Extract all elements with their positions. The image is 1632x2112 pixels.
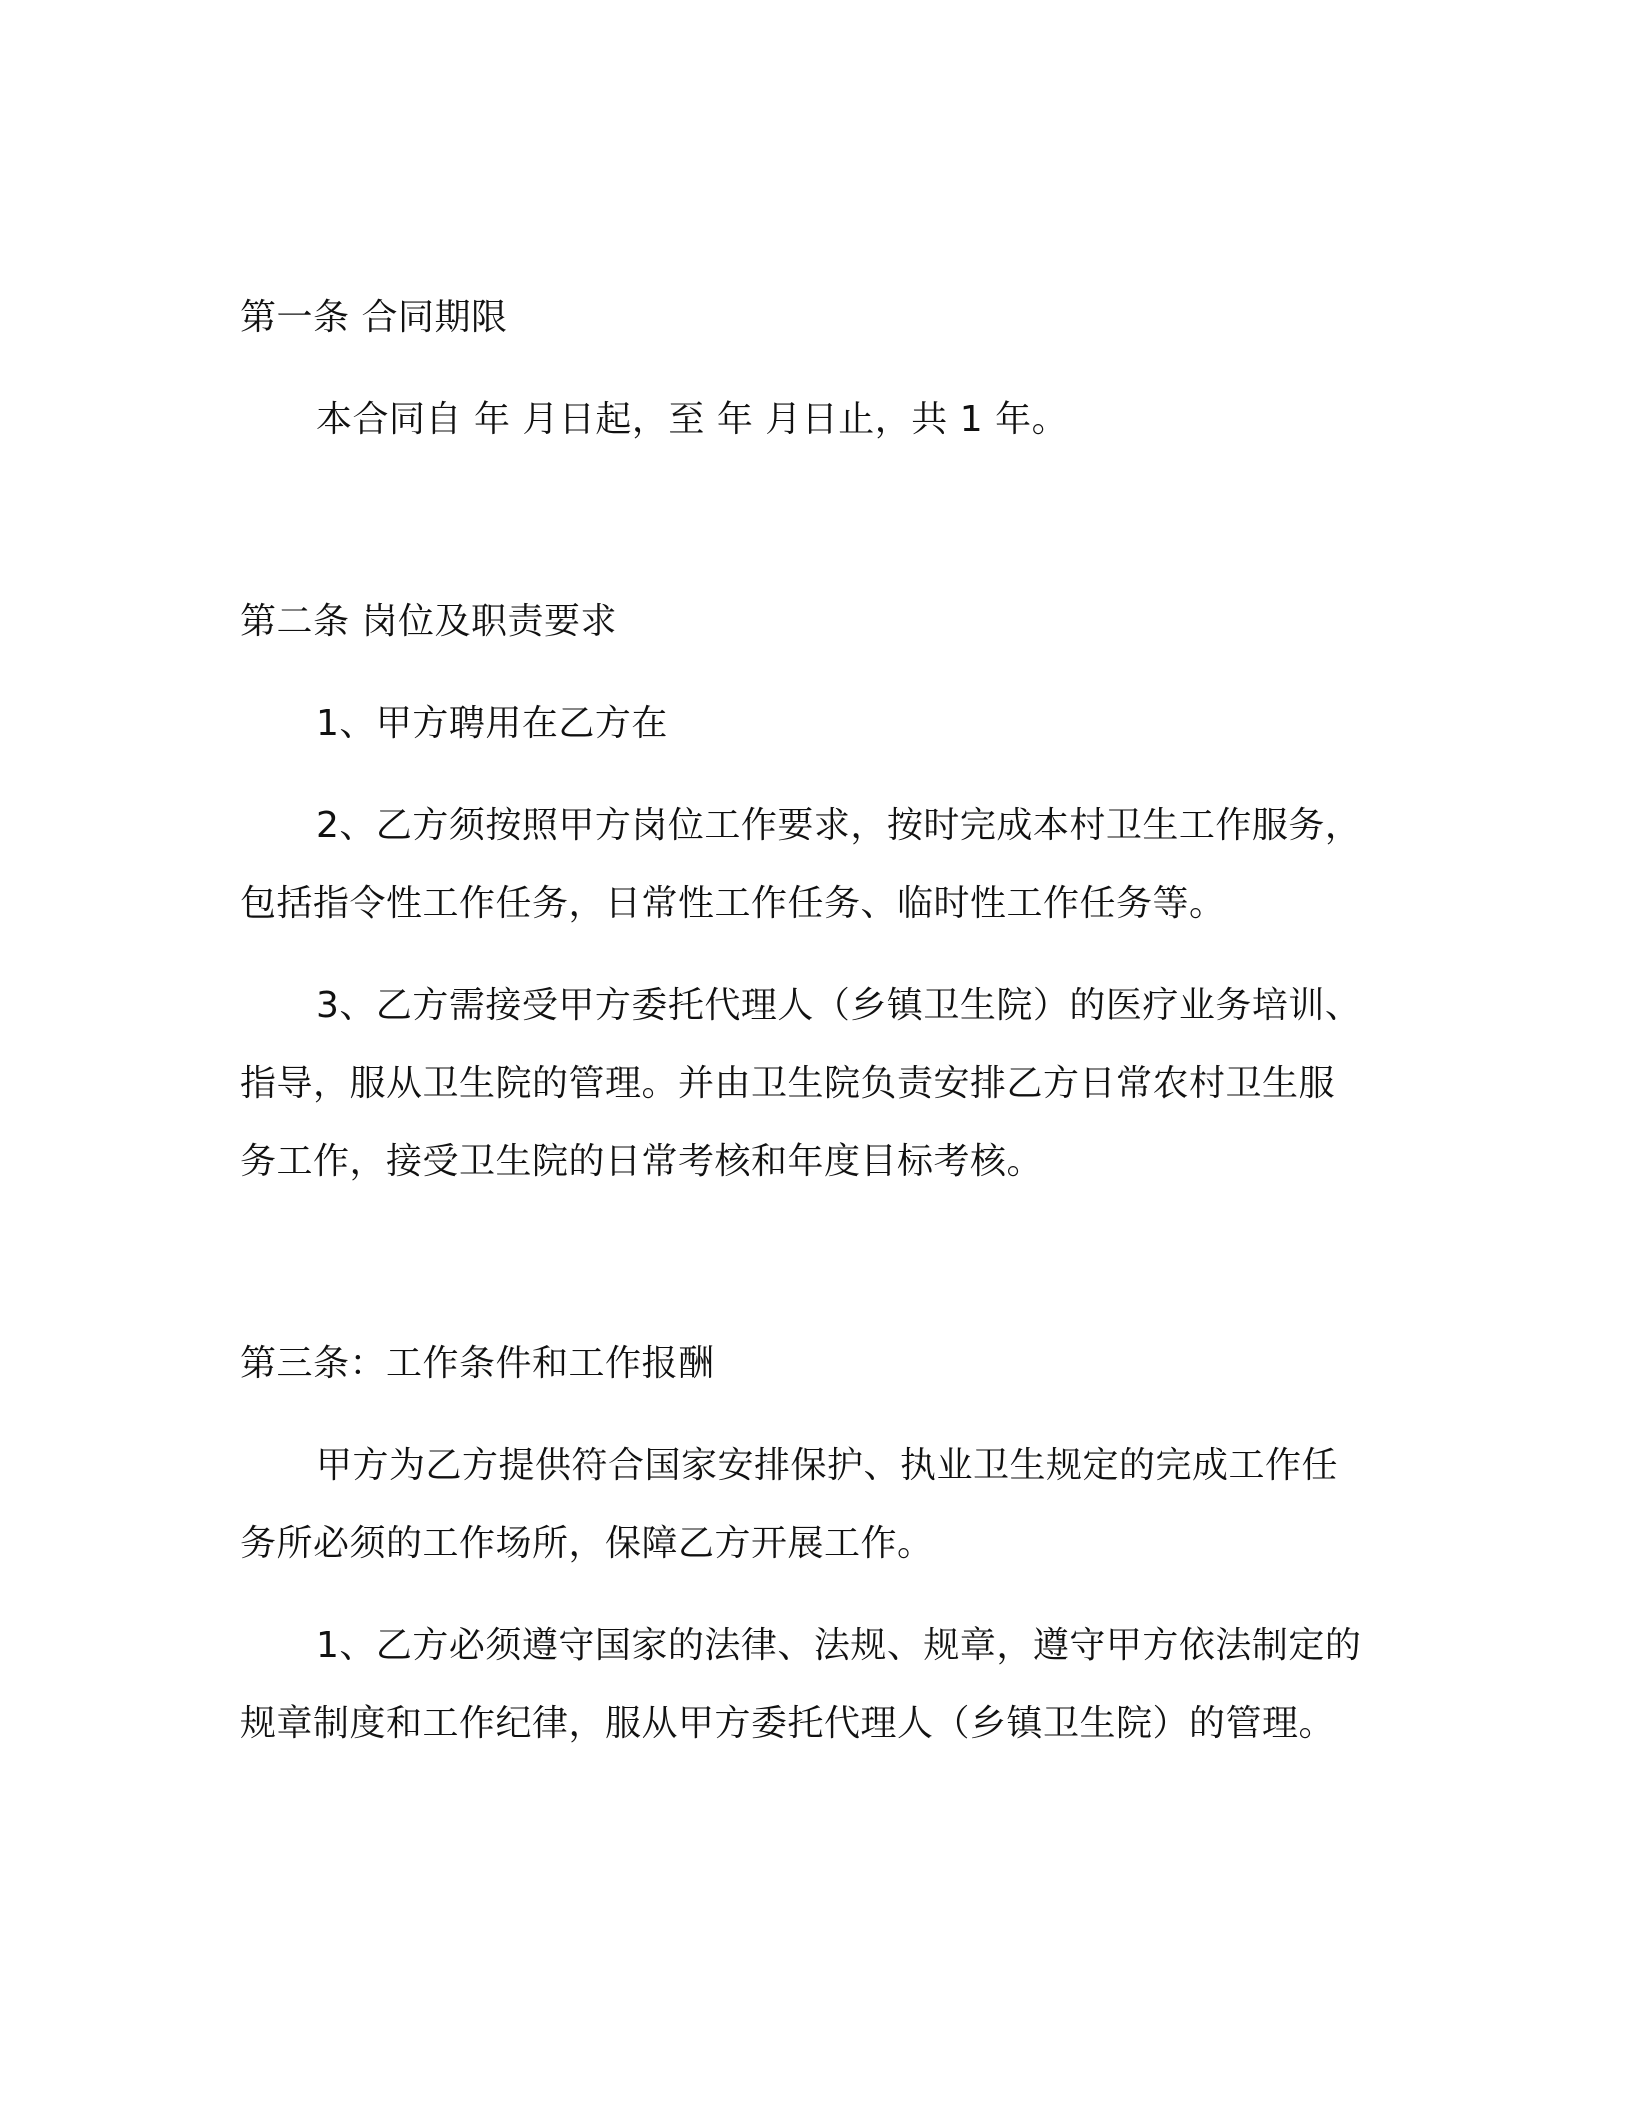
- section-3-item-1-continuation: 规章制度和工作纪律，服从甲方委托代理人（乡镇卫生院）的管理。: [240, 1703, 1336, 1744]
- section-2-item-1-line: 1、甲方聘用在乙方在: [316, 703, 668, 744]
- section-2-item-3-continuation: 指导，服从卫生院的管理。并由卫生院负责安排乙方日常农村卫生服: [240, 1063, 1336, 1104]
- section-2-item-2-continuation: 包括指令性工作任务，日常性工作任务、临时性工作任务等。: [240, 883, 1226, 924]
- section-2-item-2-line: 2、乙方须按照甲方岗位工作要求，按时完成本村卫生工作服务，: [316, 805, 1362, 846]
- section-1-heading: 第一条 合同期限: [240, 297, 508, 338]
- section-2-item-3-line: 3、乙方需接受甲方委托代理人（乡镇卫生院）的医疗业务培训、: [316, 985, 1362, 1026]
- section-3-paragraph-line: 甲方为乙方提供符合国家安排保护、执业卫生规定的完成工作任: [316, 1445, 1339, 1486]
- section-3-item-1-line: 1、乙方必须遵守国家的法律、法规、规章，遵守甲方依法制定的: [316, 1625, 1362, 1666]
- section-1-paragraph-line: 本合同自 年 月日起，至 年 月日止，共 1 年。: [316, 399, 1069, 440]
- section-2-item-3-continuation: 务工作，接受卫生院的日常考核和年度目标考核。: [240, 1141, 1044, 1182]
- section-3-heading: 第三条：工作条件和工作报酬: [240, 1343, 715, 1384]
- section-3-paragraph-continuation: 务所必须的工作场所，保障乙方开展工作。: [240, 1523, 934, 1564]
- section-2-heading: 第二条 岗位及职责要求: [240, 601, 617, 642]
